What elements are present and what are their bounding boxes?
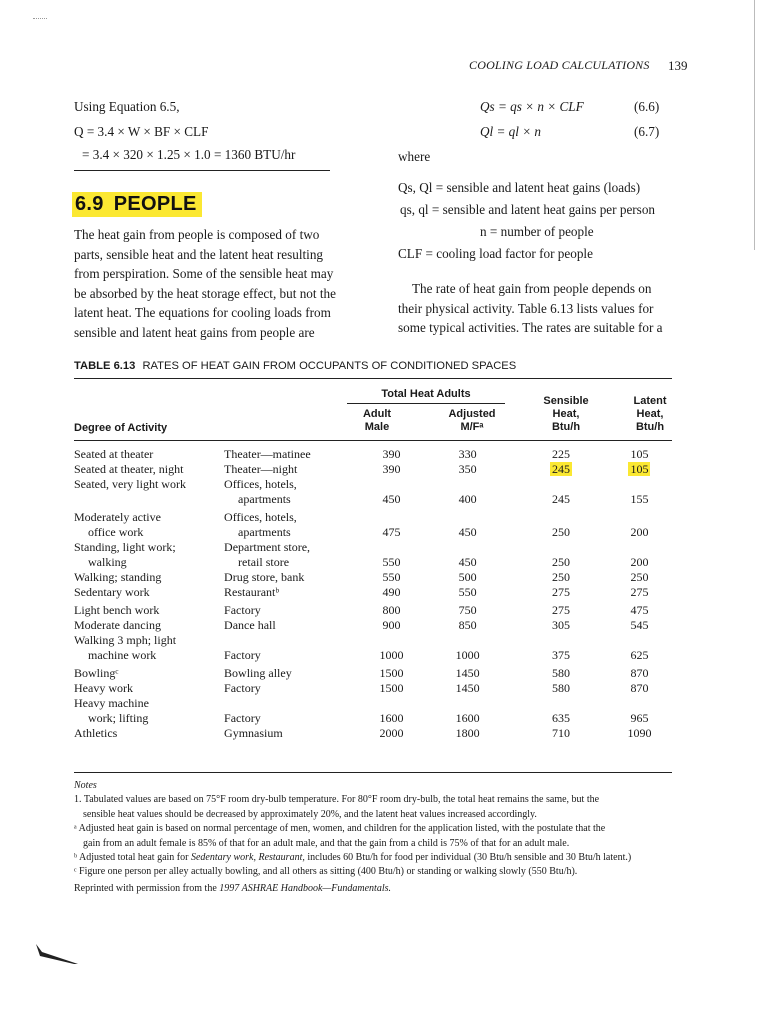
- cell-male: 550: [382, 555, 401, 569]
- cell-latent: 965: [630, 711, 649, 725]
- cell-activity: Walking 3 mph; light: [74, 633, 177, 647]
- cell-application: Factory: [224, 681, 261, 695]
- cell-adjusted: 850: [458, 618, 477, 632]
- header-line: Adjusted: [448, 408, 496, 420]
- cell-application: Theater—night: [224, 462, 298, 476]
- intro-text: Using Equation 6.5,: [74, 99, 180, 114]
- cell-latent: 870: [630, 666, 649, 680]
- cell-activity: Seated, very light work: [74, 477, 186, 491]
- table-label: TABLE 6.13: [74, 360, 136, 372]
- cell-male: 390: [382, 462, 401, 476]
- cell-latent: 475: [630, 603, 649, 617]
- cell-activity: machine work: [88, 648, 157, 662]
- cell-latent: 250: [630, 570, 649, 584]
- cell-activity: office work: [88, 525, 144, 539]
- cell-sensible: 305: [552, 618, 571, 632]
- header-line: Adult: [362, 408, 392, 420]
- table-row: [74, 570, 672, 585]
- para-line: parts, sensible heat and the latent heat resulting: [74, 246, 324, 262]
- note-a-cont: gain from an adult female is 85% of that for an adult male, and that the gain from a child is 75% of that for an adult male.: [83, 837, 570, 849]
- table-row: [74, 477, 672, 492]
- note-1: 1. Tabulated values are based on 75°F room dry-bulb temperature. For 80°F room dry-bulb, the total heat remains the same, but the: [74, 794, 600, 806]
- cell-application: retail store: [238, 555, 290, 569]
- cell-activity: Athletics: [74, 726, 118, 740]
- equation-number: (6.6): [634, 99, 660, 114]
- cell-application: Drug store, bank: [224, 570, 305, 584]
- section-number: 6.9: [75, 193, 104, 215]
- cell-sensible: 275: [552, 585, 571, 599]
- cell-application: Factory: [224, 711, 261, 725]
- page-number: 139: [668, 58, 688, 73]
- table-row: [74, 726, 672, 741]
- para-line: be absorbed by the heat storage effect, but not the: [74, 285, 336, 301]
- cell-adjusted: 550: [458, 585, 477, 599]
- cell-sensible: 225: [552, 447, 571, 461]
- cell-activity: Heavy work: [74, 681, 133, 695]
- table-row: [74, 585, 672, 600]
- cell-latent: 105: [630, 447, 649, 461]
- table-row: [74, 555, 672, 570]
- group-header-rule: [347, 403, 505, 404]
- note-c: ᶜ Figure one person per alley actually bowling, and all others as sitting (400 Btu/h) or standing or walking slowly (550 Btu/h).: [74, 866, 578, 878]
- where-label: where: [398, 149, 431, 164]
- cell-sensible: 250: [552, 555, 571, 569]
- table-row: [74, 507, 672, 525]
- col-header-latent: [610, 395, 690, 434]
- para-line: latent heat. The equations for cooling loads from: [74, 305, 331, 321]
- cell-adjusted: 1000: [455, 648, 480, 662]
- cell-latent: 275: [630, 585, 649, 599]
- cell-latent: 625: [630, 648, 649, 662]
- cell-male: 550: [382, 570, 401, 584]
- cell-sensible: 275: [552, 603, 571, 617]
- cell-male: 1600: [379, 711, 404, 725]
- cell-male: 1500: [379, 681, 404, 695]
- running-header: COOLING LOAD CALCULATIONS: [469, 58, 650, 72]
- equation-6-7: Ql = ql × n: [480, 124, 542, 139]
- scan-artifact-icon: [34, 940, 80, 970]
- definitions-list: [398, 177, 655, 265]
- cell-activity: Seated at theater: [74, 447, 154, 461]
- cell-application: Bowling alley: [224, 666, 292, 680]
- header-line: Male: [364, 421, 390, 433]
- note-b: [74, 851, 674, 865]
- scan-mark: [33, 18, 47, 19]
- cell-application: Dance hall: [224, 618, 276, 632]
- cell-sensible: 245: [552, 492, 571, 506]
- definition-item: CLF = cooling load factor for people: [398, 246, 593, 261]
- cell-application: Gymnasium: [224, 726, 283, 740]
- cell-application: Restaurantᵇ: [224, 585, 280, 599]
- definition-item: qs, ql = sensible and latent heat gains per person: [400, 202, 656, 217]
- cell-application: Factory: [224, 648, 261, 662]
- definition-item: n = number of people: [480, 224, 594, 239]
- note-text: includes 60 Btu/h for food per individual (30 Btu/h sensible and 30 Btu/h latent.): [304, 852, 632, 864]
- cell-activity: Light bench work: [74, 603, 160, 617]
- cell-application: Factory: [224, 603, 261, 617]
- cell-male: 1000: [379, 648, 404, 662]
- calc-line-1: Q = 3.4 × W × BF × CLF: [74, 124, 209, 139]
- cell-adjusted: 1450: [455, 666, 480, 680]
- table-row: [74, 663, 672, 681]
- heat-gain-table: [74, 447, 672, 741]
- header-line: Sensible: [543, 395, 589, 407]
- notes-heading: Notes: [74, 780, 97, 791]
- cell-activity: work; lifting: [88, 711, 149, 725]
- cell-activity: Moderately active: [74, 510, 161, 524]
- header-line: Heat,: [636, 408, 664, 420]
- table-row: [74, 492, 672, 507]
- cell-application: apartments: [238, 525, 291, 539]
- table-title: RATES OF HEAT GAIN FROM OCCUPANTS OF CONDITIONED SPACES: [142, 360, 517, 372]
- equation-number: (6.7): [634, 124, 660, 139]
- activity-paragraph: [398, 279, 666, 338]
- cell-male: 900: [382, 618, 401, 632]
- cell-activity: Sedentary work: [74, 585, 150, 599]
- cell-male: 450: [382, 492, 401, 506]
- note-1-cont: sensible heat values should be decreased by approximately 20%, and the latent heat values increased accordingly.: [83, 808, 537, 820]
- table-caption: [74, 360, 516, 372]
- header-line: Btu/h: [551, 421, 581, 433]
- cell-activity: Bowlingᶜ: [74, 666, 119, 680]
- cell-adjusted: 400: [458, 492, 477, 506]
- para-line: some typical activities. The rates are suitable for a: [398, 320, 663, 336]
- credit-text: Reprinted with permission from the: [74, 882, 220, 894]
- credit-source: 1997 ASHRAE Handbook—Fundamentals.: [219, 882, 392, 894]
- cell-male: 1500: [379, 666, 404, 680]
- section-heading: [72, 192, 202, 217]
- cell-adjusted: 750: [458, 603, 477, 617]
- col-header-adjusted: [422, 408, 522, 434]
- table-row: [74, 648, 672, 663]
- people-paragraph: [74, 225, 371, 343]
- table-row: [74, 681, 672, 696]
- section-title: PEOPLE: [113, 193, 197, 215]
- table-bottom-rule: [74, 772, 672, 773]
- cell-application: Offices, hotels,: [224, 510, 297, 524]
- cell-adjusted: 1450: [455, 681, 480, 695]
- cell-sensible: 580: [552, 681, 571, 695]
- equation-6-6: Qs = qs × n × CLF: [480, 99, 584, 114]
- table-row: [74, 447, 672, 462]
- cell-male: 475: [382, 525, 401, 539]
- cell-adjusted: 450: [458, 525, 477, 539]
- table-row: [74, 540, 672, 555]
- cell-latent: 200: [630, 525, 649, 539]
- cell-sensible: 250: [552, 570, 571, 584]
- para-line: from perspiration. Some of the sensible heat may: [74, 266, 334, 282]
- table-row: [74, 525, 672, 540]
- cell-application: Theater—matinee: [224, 447, 311, 461]
- table-top-rule: [74, 378, 672, 379]
- cell-latent-highlighted: [607, 462, 672, 477]
- cell-adjusted: 330: [458, 447, 477, 461]
- calc-underline: [74, 170, 330, 171]
- cell-sensible: 635: [552, 711, 571, 725]
- table-row: [74, 711, 672, 726]
- cell-male: 800: [382, 603, 401, 617]
- table-notes: [74, 779, 674, 896]
- header-bottom-rule: [74, 440, 672, 441]
- cell-male: 2000: [379, 726, 404, 740]
- cell-activity: Walking; standing: [74, 570, 162, 584]
- cell-sensible: 250: [552, 525, 571, 539]
- para-line: The rate of heat gain from people depends on: [412, 281, 652, 296]
- cell-application: Department store,: [224, 540, 311, 554]
- definition-item: Qs, Ql = sensible and latent heat gains (loads): [398, 180, 641, 195]
- group-header: Total Heat Adults: [381, 388, 471, 400]
- para-line: their physical activity. Table 6.13 lists values for: [398, 300, 654, 316]
- highlight-mark: 105: [630, 462, 649, 476]
- cell-adjusted: 350: [458, 462, 477, 476]
- cell-latent: 1090: [627, 726, 652, 740]
- note-a: ᵃ Adjusted heat gain is based on normal percentage of men, women, and children for the application listed, with the postulate that the: [74, 823, 606, 835]
- col-header-sensible: [516, 395, 616, 434]
- cell-activity: walking: [88, 555, 127, 569]
- reprint-credit: [74, 882, 674, 896]
- col-header-activity: Degree of Activity: [74, 422, 168, 434]
- cell-activity: Standing, light work;: [74, 540, 176, 554]
- cell-male: 390: [382, 447, 401, 461]
- cell-sensible: 710: [552, 726, 571, 740]
- cell-adjusted: 450: [458, 555, 477, 569]
- cell-sensible: 580: [552, 666, 571, 680]
- note-text: ᵇ Adjusted total heat gain for: [74, 852, 191, 864]
- cell-sensible: 375: [552, 648, 571, 662]
- cell-adjusted: 1800: [455, 726, 480, 740]
- table-row: [74, 633, 672, 648]
- header-line: M/Fᵃ: [460, 421, 484, 433]
- para-line: sensible and latent heat gains from people are: [74, 324, 315, 340]
- cell-male: 490: [382, 585, 401, 599]
- cell-adjusted: 500: [458, 570, 477, 584]
- col-header-male: [347, 408, 407, 434]
- header-line: Heat,: [552, 408, 580, 420]
- cell-activity: Moderate dancing: [74, 618, 161, 632]
- cell-activity: Seated at theater, night: [74, 462, 184, 476]
- cell-latent: 870: [630, 681, 649, 695]
- cell-latent: 545: [630, 618, 649, 632]
- cell-activity: Heavy machine: [74, 696, 149, 710]
- note-text-italic: Sedentary work, Restaurant,: [190, 852, 305, 864]
- table-row: [74, 462, 672, 477]
- table-row: [74, 618, 672, 633]
- header-line: Btu/h: [635, 421, 665, 433]
- calc-line-2: = 3.4 × 320 × 1.25 × 1.0 = 1360 BTU/hr: [82, 147, 296, 162]
- cell-sensible-highlighted: [515, 462, 607, 477]
- cell-application: apartments: [238, 492, 291, 506]
- cell-latent: 200: [630, 555, 649, 569]
- para-line: The heat gain from people is composed of two: [74, 227, 320, 242]
- table-row: [74, 600, 672, 618]
- cell-application: Offices, hotels,: [224, 477, 297, 491]
- header-line: Latent: [633, 395, 667, 407]
- table-row: [74, 696, 672, 711]
- highlight-mark: 245: [552, 462, 571, 476]
- cell-adjusted: 1600: [455, 711, 480, 725]
- cell-latent: 155: [630, 492, 649, 506]
- page-edge-line: [754, 0, 755, 250]
